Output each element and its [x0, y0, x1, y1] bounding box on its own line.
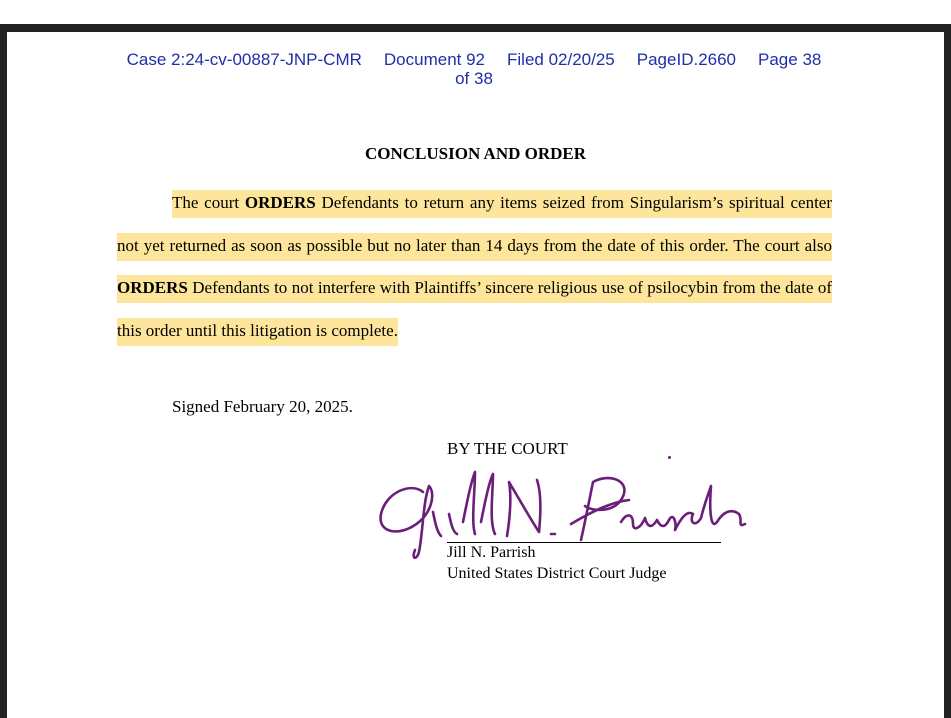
order-text-3: Defendants to not interfere with Plaintiffs’ sincere religious use of psilocybin from the date of this order until this litigation is complete.: [117, 278, 832, 340]
judge-title: United States District Court Judge: [447, 565, 667, 582]
signature-line: [447, 542, 721, 543]
orders-emphasis-1: ORDERS: [244, 193, 316, 212]
by-the-court: BY THE COURT: [447, 439, 568, 458]
section-title: CONCLUSION AND ORDER: [364, 144, 587, 163]
order-text-2: Defendants to return any items seized from Singularism’s spiritual center not yet returned as soon as possible but no later than 14 days from the date of this order. The court also: [117, 193, 832, 255]
header-document-number: Document 92: [383, 50, 486, 69]
header-page-id: PageID.2660: [636, 50, 737, 69]
order-paragraph: [117, 182, 832, 352]
header-case-number: Case 2:24-cv-00887-JNP-CMR: [126, 50, 362, 69]
judge-signature: [371, 452, 751, 562]
document-page: [7, 32, 944, 718]
page-frame-right: [944, 24, 951, 718]
page-frame-left: [0, 24, 7, 718]
highlighted-text: [117, 190, 832, 346]
judge-name: Jill N. Parrish: [447, 544, 536, 561]
header-page-total: of 38: [455, 69, 493, 88]
ecf-header: [94, 50, 854, 88]
header-page-number: Page 38: [758, 50, 822, 69]
page-frame-top: [0, 24, 951, 32]
header-filed-date: Filed 02/20/25: [507, 50, 615, 69]
signed-date: Signed February 20, 2025.: [172, 397, 353, 416]
order-text-1: The court: [172, 193, 245, 212]
viewer-top-bar: [0, 0, 951, 24]
orders-emphasis-2: ORDERS: [117, 278, 188, 297]
